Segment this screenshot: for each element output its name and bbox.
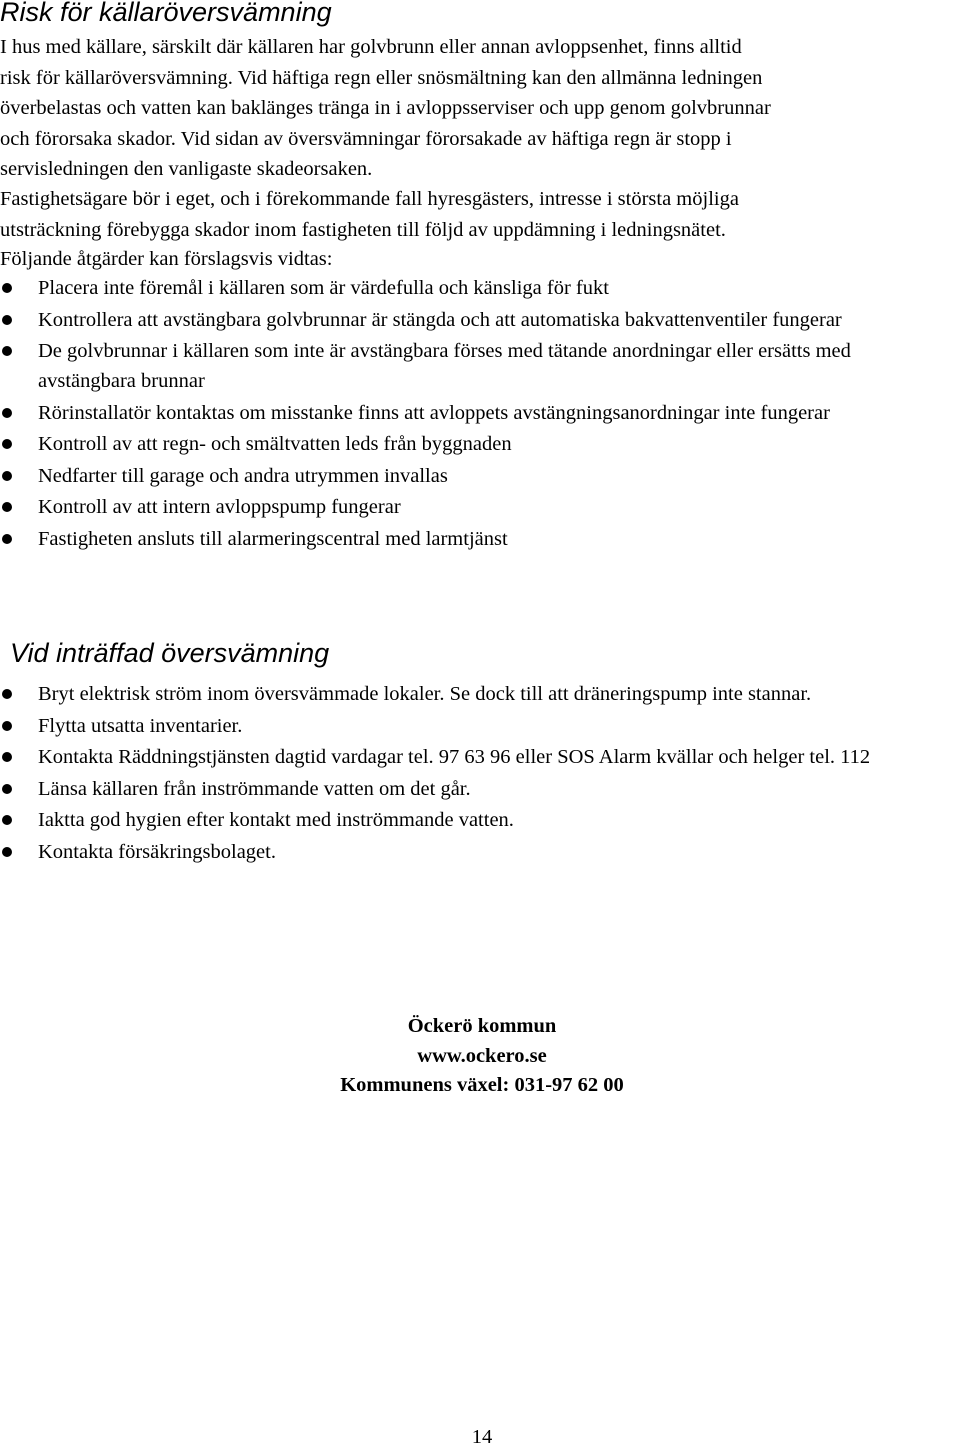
- bullet-icon: [2, 408, 12, 418]
- measures-list: [0, 273, 960, 555]
- list-item: Rörinstallatör kontaktas om misstanke finns att avloppets avstängningsanordningar inte fungerar: [0, 398, 948, 428]
- list-item: Flytta utsatta inventarier.: [0, 711, 960, 741]
- website-link[interactable]: www.ockero.se: [417, 1044, 547, 1067]
- paragraph-line: servisledningen den vanligaste skadeorsaken.: [0, 158, 373, 180]
- list-item: Kontakta försäkringsbolaget.: [0, 837, 960, 867]
- owner-paragraph: [0, 184, 960, 245]
- paragraph-line: risk för källaröversvämning. Vid häftiga regn eller snösmältning kan den allmänna ledningen: [0, 66, 763, 89]
- bullet-icon: [2, 721, 12, 731]
- list-item: Kontroll av att regn- och smältvatten leds från byggnaden: [0, 429, 960, 459]
- page-number: 14: [471, 1426, 493, 1448]
- bullet-icon: [2, 502, 12, 512]
- bullet-icon: [2, 815, 12, 825]
- bullet-icon: [2, 471, 12, 481]
- section-title-flood-occurred: Vid inträffad översvämning: [10, 638, 330, 668]
- list-item: Nedfarter till garage och andra utrymmen invallas: [0, 461, 960, 491]
- list-item: De golvbrunnar i källaren som inte är avstängbara förses med tätande anordningar eller ersätts med avstängbara brunnar: [0, 336, 938, 396]
- section-title-basement-flood-risk: Risk för källaröversvämning: [0, 0, 332, 27]
- paragraph-line: I hus med källare, särskilt där källaren har golvbrunn eller annan avloppsenhet, finns alltid: [0, 36, 742, 58]
- list-item: Iaktta god hygien efter kontakt med inströmmande vatten.: [0, 805, 960, 835]
- paragraph-line: överbelastas och vatten kan baklänges tränga in i avloppsserviser och upp genom golvbrunnar: [0, 97, 771, 119]
- bullet-icon: [2, 439, 12, 449]
- bullet-icon: [2, 784, 12, 794]
- list-item: Kontrollera att avstängbara golvbrunnar är stängda och att automatiska bakvattenventiler fungerar: [0, 305, 960, 335]
- bullet-icon: [2, 752, 12, 762]
- list-item: Kontroll av att intern avloppspump fungerar: [0, 492, 960, 522]
- paragraph-line: Fastighetsägare bör i eget, och i förekommande fall hyresgästers, intresse i största möjliga: [0, 188, 739, 210]
- paragraph-line: och förorsaka skador. Vid sidan av översvämningar förorsakade av häftiga regn är stopp i: [0, 127, 732, 150]
- contact-footer: [0, 1012, 960, 1101]
- list-item: Länsa källaren från inströmmande vatten om det går.: [0, 774, 960, 804]
- list-item: Placera inte föremål i källaren som är värdefulla och känsliga för fukt: [0, 273, 960, 303]
- list-item: Kontakta Räddningstjänsten dagtid vardagar tel. 97 63 96 eller SOS Alarm kvällar och helger tel. 112: [0, 742, 948, 772]
- measures-intro: Följande åtgärder kan förslagsvis vidtas:: [0, 248, 333, 270]
- actions-list: [0, 679, 960, 868]
- paragraph-line: utsträckning förebygga skador inom fastigheten till följd av uppdämning i ledningsnätet.: [0, 218, 726, 241]
- bullet-icon: [2, 689, 12, 699]
- bullet-icon: [2, 283, 12, 293]
- bullet-icon: [2, 346, 12, 356]
- bullet-icon: [2, 315, 12, 325]
- municipality-name: Öckerö kommun: [407, 1015, 557, 1037]
- bullet-icon: [2, 534, 12, 544]
- intro-paragraph: [0, 32, 960, 185]
- list-item: Bryt elektrisk ström inom översvämmade lokaler. Se dock till att dräneringspump inte stannar.: [0, 679, 938, 709]
- switchboard-number: Kommunens växel: 031-97 62 00: [340, 1074, 624, 1096]
- list-item: Fastigheten ansluts till alarmeringscentral med larmtjänst: [0, 524, 960, 554]
- bullet-icon: [2, 847, 12, 857]
